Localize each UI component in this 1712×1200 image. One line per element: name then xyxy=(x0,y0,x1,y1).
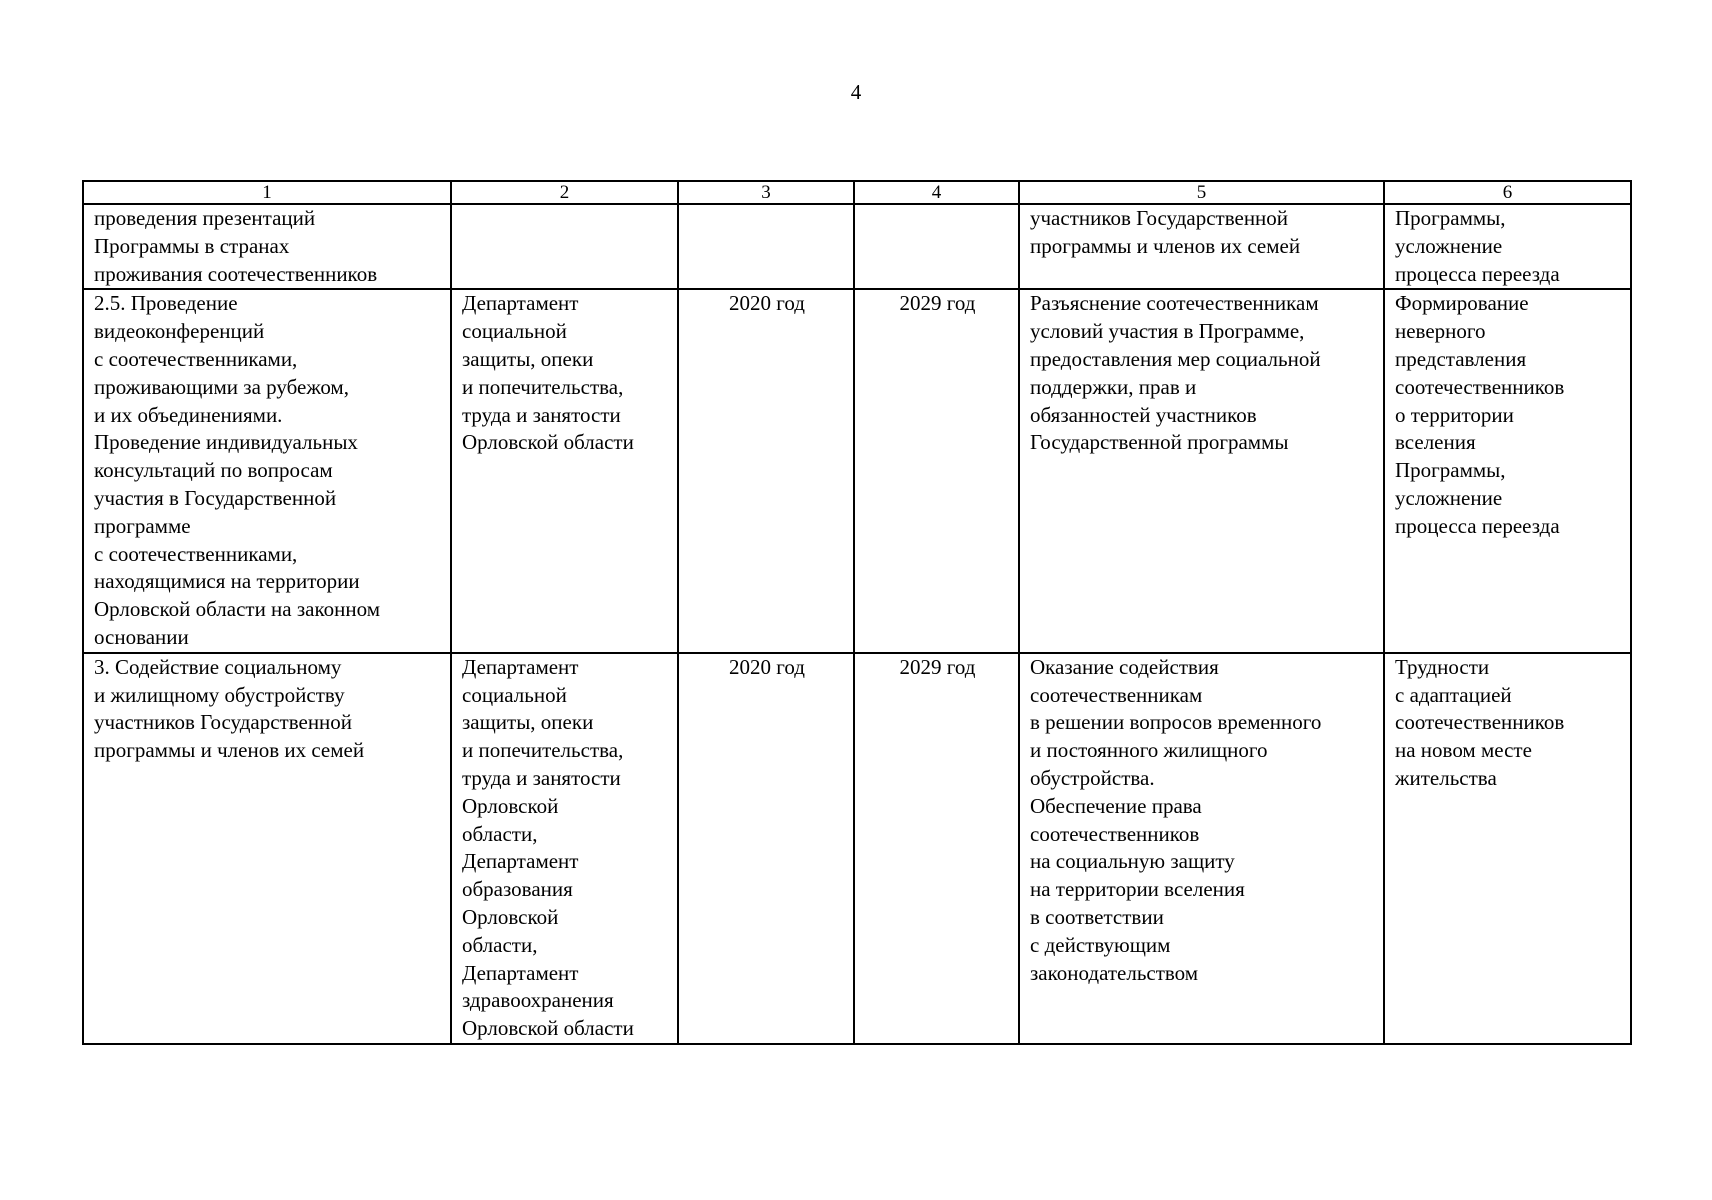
start-year-cell: 2020 год xyxy=(678,289,854,652)
table-body xyxy=(83,204,1631,1044)
column-header-6: 6 xyxy=(1384,181,1631,204)
measure-cell: 3. Содействие социальному и жилищному обустройству участников Государственной программы и членов их семей xyxy=(83,653,451,1044)
table-row xyxy=(83,204,1631,289)
end-year-cell xyxy=(854,204,1019,289)
measure-cell: 2.5. Проведение видеоконференций с соотечественниками, проживающими за рубежом, и их объединениями. Проведение индивидуальных консультаций по вопросам участия в Государственной программе с соотечественниками, находящимися на территории Орловской области на законном основании xyxy=(83,289,451,652)
responsible-cell: Департамент социальной защиты, опеки и попечительства, труда и занятости Орловской области, Департамент образования Орловской области, Департамент здравоохранения Орловской области xyxy=(451,653,678,1044)
consequences-cell: Формирование неверного представления соотечественников о территории вселения Программы, усложнение процесса переезда xyxy=(1384,289,1631,652)
page-number: 4 xyxy=(850,80,862,104)
expected-result-cell: Разъяснение соотечественникам условий участия в Программе, предоставления мер социальной поддержки, прав и обязанностей участников Государственной программы xyxy=(1019,289,1384,652)
measure-cell: проведения презентаций Программы в странах проживания соотечественников xyxy=(83,204,451,289)
table-row xyxy=(83,289,1631,652)
column-header-1: 1 xyxy=(83,181,451,204)
end-year-cell: 2029 год xyxy=(854,289,1019,652)
column-header-2: 2 xyxy=(451,181,678,204)
table-row xyxy=(83,653,1631,1044)
program-measures-table xyxy=(82,180,1632,1045)
column-header-3: 3 xyxy=(678,181,854,204)
responsible-cell xyxy=(451,204,678,289)
start-year-cell xyxy=(678,204,854,289)
responsible-cell: Департамент социальной защиты, опеки и попечительства, труда и занятости Орловской области xyxy=(451,289,678,652)
column-header-5: 5 xyxy=(1019,181,1384,204)
consequences-cell: Трудности с адаптацией соотечественников на новом месте жительства xyxy=(1384,653,1631,1044)
column-numbers-row xyxy=(83,181,1631,204)
consequences-cell: Программы, усложнение процесса переезда xyxy=(1384,204,1631,289)
expected-result-cell: Оказание содействия соотечественникам в решении вопросов временного и постоянного жилищного обустройства. Обеспечение права соотечественников на социальную защиту на территории вселения в соответствии с действующим законодательством xyxy=(1019,653,1384,1044)
start-year-cell: 2020 год xyxy=(678,653,854,1044)
end-year-cell: 2029 год xyxy=(854,653,1019,1044)
column-header-4: 4 xyxy=(854,181,1019,204)
table-header xyxy=(83,181,1631,204)
expected-result-cell: участников Государственной программы и членов их семей xyxy=(1019,204,1384,289)
